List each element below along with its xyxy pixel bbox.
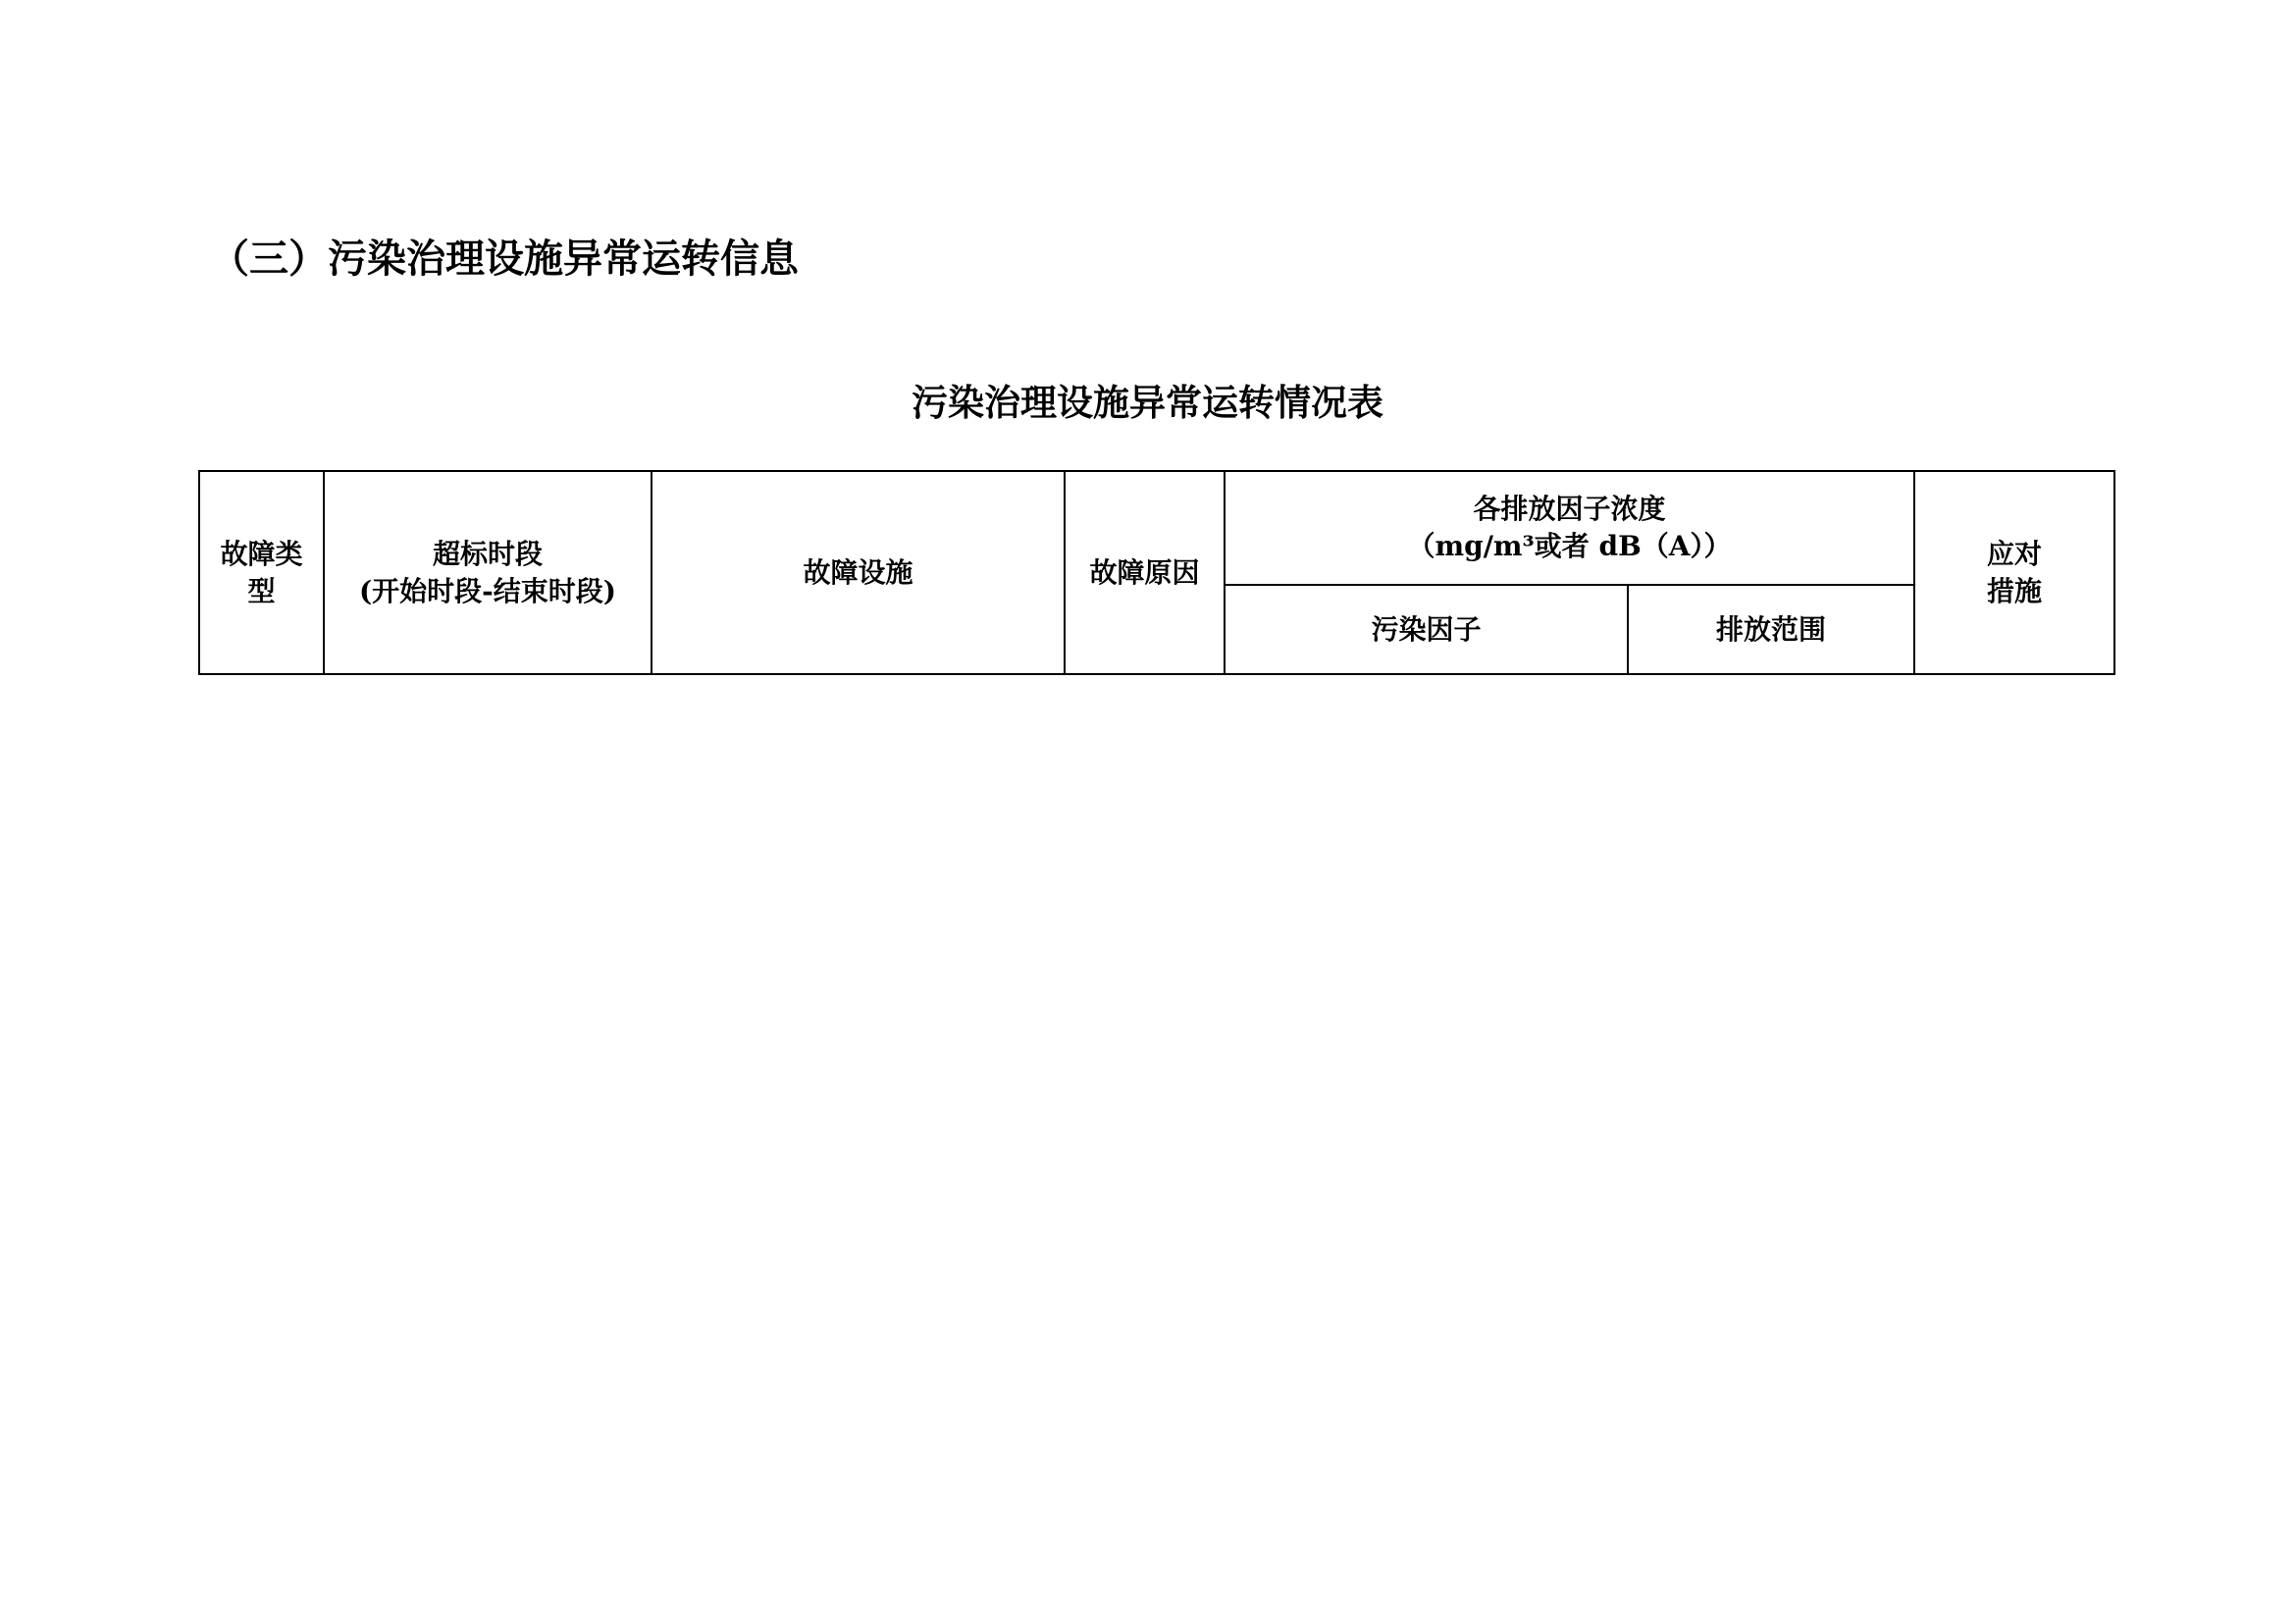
header-measures-line2: 措施 <box>1987 574 2043 607</box>
header-concentration-line2: （mg/m³或者 dB（A）） <box>1407 530 1732 562</box>
header-row-top <box>199 471 2114 585</box>
header-emission-range: 排放范围 <box>1628 585 1914 674</box>
header-pollutant-factor: 污染因子 <box>1225 585 1628 674</box>
header-concentration <box>1225 471 1914 585</box>
header-fault-type-line1: 故障类 <box>220 537 303 570</box>
header-measures <box>1914 471 2114 674</box>
header-exceed-period <box>324 471 652 674</box>
header-fault-type <box>199 471 324 674</box>
table-title: 污染治理设施异常运转情况表 <box>912 381 1383 424</box>
section-heading: （三）污染治理设施异常运转信息 <box>210 236 799 282</box>
header-concentration-line1: 各排放因子浓度 <box>1473 493 1666 525</box>
header-fault-type-line2: 型 <box>247 574 276 607</box>
header-measures-line1: 应对 <box>1987 537 2043 570</box>
abnormal-operation-table <box>198 470 2115 675</box>
header-exceed-period-line2: (开始时段-结束时段) <box>358 574 617 607</box>
header-fault-facility: 故障设施 <box>652 471 1065 674</box>
header-fault-reason: 故障原因 <box>1065 471 1225 674</box>
header-exceed-period-line1: 超标时段 <box>432 537 543 570</box>
